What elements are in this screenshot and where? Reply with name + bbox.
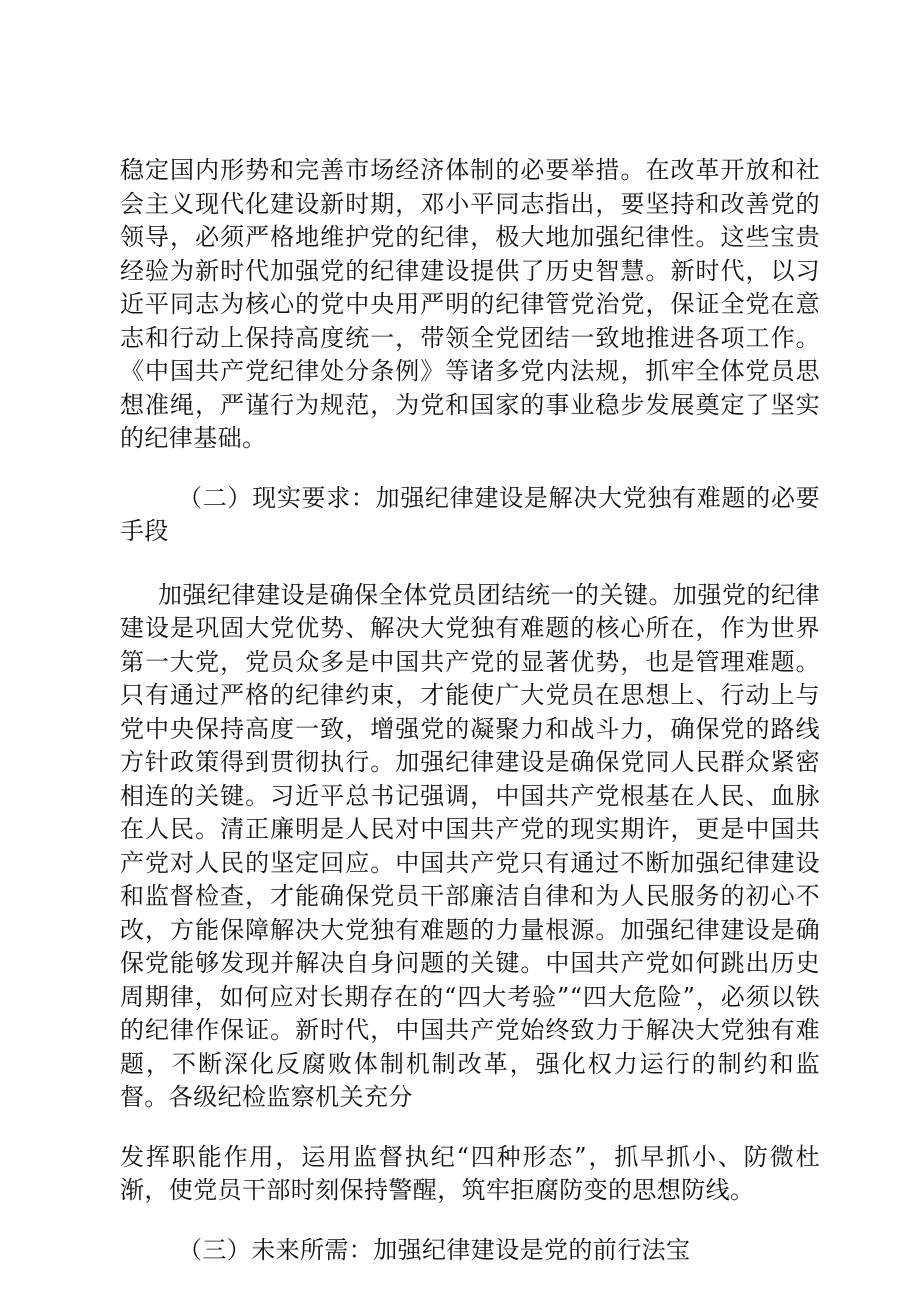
- body-paragraph-2: 加强纪律建设是确保全体党员团结统一的关键。加强党的纪律建设是巩固大党优势、解决大党独有难题的核心所在，作为世界第一大党，党员众多是中国共产党的显著优势，也是管理难题。只有通过严格的纪律约束，才能使广大党员在思想上、行动上与党中央保持高度一致，增强党的凝聚力和战斗力，确保党的路线方针政策得到贯彻执行。加强纪律建设是确保党同人民群众紧密相连的关键。习近平总书记强调，中国共产党根基在人民、血脉在人民。清正廉明是人民对中国共产党的现实期许，更是中国共产党对人民的坚定回应。中国共产党只有通过不断加强纪律建设和监督检查，才能确保党员干部廉洁自律和为人民服务的初心不改，方能保障解决大党独有难题的力量根源。加强纪律建设是确保党能够发现并解决自身问题的关键。中国共产党如何跳出历史周期律，如何应对长期存在的“四大考验”“四大危险”，必须以铁的纪律作保证。新时代，中国共产党始终致力于解决大党独有难题，不断深化反腐败体制机制改革，强化权力运行的制约和监督。各级纪检监察机关充分: [120, 580, 820, 1111]
- document-page: [120, 154, 820, 1267]
- body-paragraph-3: 发挥职能作用，运用监督执纪“四种形态”，抓早抓小、防微杜渐，使党员干部时刻保持警醒，筑牢拒腐防变的思想防线。: [120, 1142, 820, 1204]
- section-heading-2: （二）现实要求：加强纪律建设是解决大党独有难题的必要手段: [120, 483, 820, 545]
- section-heading-3: （三）未来所需：加强纪律建设是党的前行法宝: [178, 1235, 691, 1264]
- body-paragraph-1: 稳定国内形势和完善市场经济体制的必要举措。在改革开放和社会主义现代化建设新时期，邓小平同志指出，要坚持和改善党的领导，必须严格地维护党的纪律，极大地加强纪律性。这些宝贵经验为新时代加强党的纪律建设提供了历史智慧。新时代，以习近平同志为核心的党中央用严明的纪律管党治党，保证全党在意志和行动上保持高度统一，带领全党团结一致地推进各项工作。《中国共产党纪律处分条例》等诸多党内法规，抓牢全体党员思想准绳，严谨行为规范，为党和国家的事业稳步发展奠定了坚实的纪律基础。: [120, 156, 820, 452]
